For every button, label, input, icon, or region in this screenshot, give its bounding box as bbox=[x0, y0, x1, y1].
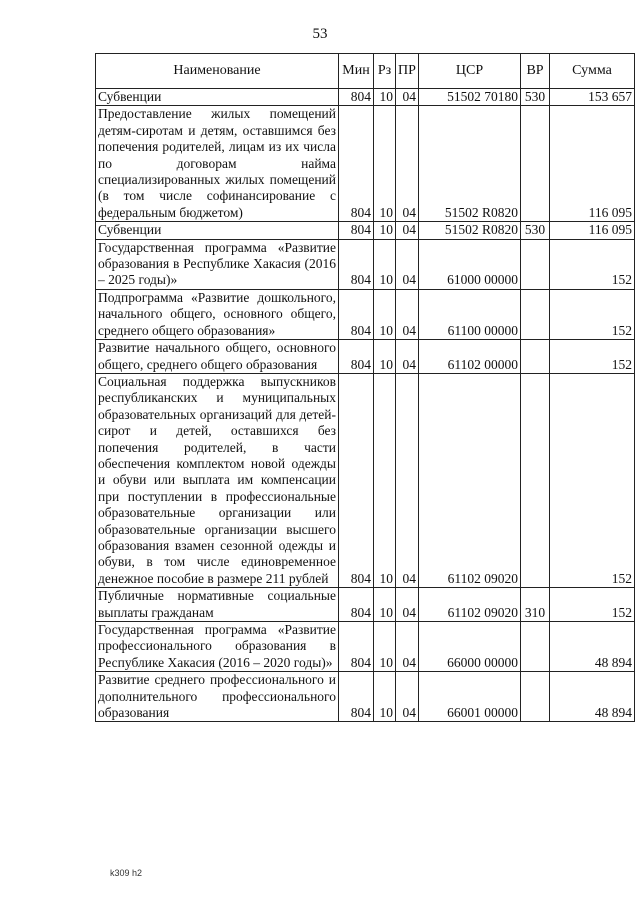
table-row bbox=[96, 672, 635, 722]
cell-sum: 152 bbox=[550, 289, 635, 339]
cell-rz: 10 bbox=[374, 373, 396, 587]
header-rz: Рз bbox=[374, 54, 396, 89]
cell-csr: 61100 00000 bbox=[419, 289, 521, 339]
cell-csr: 61102 00000 bbox=[419, 340, 521, 374]
cell-min: 804 bbox=[339, 106, 374, 222]
cell-min: 804 bbox=[339, 588, 374, 622]
cell-pr: 04 bbox=[396, 672, 419, 722]
cell-rz: 10 bbox=[374, 289, 396, 339]
table-row bbox=[96, 106, 635, 222]
table-row bbox=[96, 588, 635, 622]
cell-rz: 10 bbox=[374, 672, 396, 722]
cell-sum: 152 bbox=[550, 373, 635, 587]
cell-pr: 04 bbox=[396, 289, 419, 339]
cell-sum: 48 894 bbox=[550, 672, 635, 722]
cell-name: Социальная поддержка выпускников республиканских и муниципальных образовательных организаций для детей-сирот и детей, оставшихся без попечения родителей, в части обеспечения комплектом новой одежды и обуви или выплата им компенсации при поступлении в профессиональные образовательные организации или образовательные организации высшего образования взамен сезонной одежды и обуви, в том числе единовременное денежное пособие в размере 211 рублей bbox=[96, 373, 339, 587]
header-vr: ВР bbox=[521, 54, 550, 89]
cell-rz: 10 bbox=[374, 239, 396, 289]
cell-name: Государственная программа «Развитие профессионального образования в Республике Хакасия (2016 – 2020 годы)» bbox=[96, 622, 339, 672]
cell-vr bbox=[521, 373, 550, 587]
cell-sum: 152 bbox=[550, 340, 635, 374]
table-row bbox=[96, 89, 635, 106]
cell-sum: 152 bbox=[550, 239, 635, 289]
cell-vr: 530 bbox=[521, 222, 550, 239]
cell-min: 804 bbox=[339, 289, 374, 339]
table-row bbox=[96, 373, 635, 587]
cell-min: 804 bbox=[339, 373, 374, 587]
table-header-row bbox=[96, 54, 635, 89]
cell-csr: 51502 R0820 bbox=[419, 106, 521, 222]
cell-csr: 66001 00000 bbox=[419, 672, 521, 722]
cell-sum: 116 095 bbox=[550, 222, 635, 239]
header-name: Наименование bbox=[96, 54, 339, 89]
cell-pr: 04 bbox=[396, 588, 419, 622]
table-row bbox=[96, 622, 635, 672]
table-row bbox=[96, 289, 635, 339]
cell-vr bbox=[521, 622, 550, 672]
cell-vr bbox=[521, 106, 550, 222]
cell-name: Подпрограмма «Развитие дошкольного, начального общего, основного общего, среднего общего образования» bbox=[96, 289, 339, 339]
cell-csr: 51502 70180 bbox=[419, 89, 521, 106]
cell-sum: 152 bbox=[550, 588, 635, 622]
document-footer-code: k309 h2 bbox=[110, 868, 143, 878]
cell-pr: 04 bbox=[396, 340, 419, 374]
cell-vr: 310 bbox=[521, 588, 550, 622]
header-pr: ПР bbox=[396, 54, 419, 89]
cell-name: Субвенции bbox=[96, 89, 339, 106]
cell-csr: 61102 09020 bbox=[419, 588, 521, 622]
cell-sum: 153 657 bbox=[550, 89, 635, 106]
cell-vr bbox=[521, 239, 550, 289]
cell-name: Субвенции bbox=[96, 222, 339, 239]
cell-sum: 116 095 bbox=[550, 106, 635, 222]
cell-csr: 66000 00000 bbox=[419, 622, 521, 672]
header-min: Мин bbox=[339, 54, 374, 89]
table-row bbox=[96, 239, 635, 289]
cell-min: 804 bbox=[339, 672, 374, 722]
cell-vr bbox=[521, 672, 550, 722]
cell-name: Предоставление жилых помещений детям-сиротам и детям, оставшимся без попечения родителей, лицам из их числа по договорам найма специализированных жилых помещений (в том числе софинансирование с федеральным бюджетом) bbox=[96, 106, 339, 222]
cell-csr: 51502 R0820 bbox=[419, 222, 521, 239]
cell-pr: 04 bbox=[396, 89, 419, 106]
table-row bbox=[96, 222, 635, 239]
cell-rz: 10 bbox=[374, 222, 396, 239]
cell-name: Государственная программа «Развитие образования в Республике Хакасия (2016 – 2025 годы)» bbox=[96, 239, 339, 289]
cell-min: 804 bbox=[339, 89, 374, 106]
cell-pr: 04 bbox=[396, 622, 419, 672]
cell-pr: 04 bbox=[396, 106, 419, 222]
cell-pr: 04 bbox=[396, 239, 419, 289]
cell-vr bbox=[521, 289, 550, 339]
cell-min: 804 bbox=[339, 222, 374, 239]
cell-csr: 61000 00000 bbox=[419, 239, 521, 289]
cell-vr bbox=[521, 340, 550, 374]
cell-name: Развитие начального общего, основного общего, среднего общего образования bbox=[96, 340, 339, 374]
header-csr: ЦСР bbox=[419, 54, 521, 89]
budget-table bbox=[95, 53, 635, 722]
cell-rz: 10 bbox=[374, 340, 396, 374]
cell-min: 804 bbox=[339, 239, 374, 289]
cell-min: 804 bbox=[339, 340, 374, 374]
cell-rz: 10 bbox=[374, 622, 396, 672]
cell-rz: 10 bbox=[374, 89, 396, 106]
cell-name: Развитие среднего профессионального и дополнительного профессионального образования bbox=[96, 672, 339, 722]
cell-sum: 48 894 bbox=[550, 622, 635, 672]
header-sum: Сумма bbox=[550, 54, 635, 89]
cell-csr: 61102 09020 bbox=[419, 373, 521, 587]
cell-min: 804 bbox=[339, 622, 374, 672]
page-number: 53 bbox=[312, 26, 328, 42]
cell-pr: 04 bbox=[396, 373, 419, 587]
table-body bbox=[96, 89, 635, 722]
table-row bbox=[96, 340, 635, 374]
cell-vr: 530 bbox=[521, 89, 550, 106]
cell-rz: 10 bbox=[374, 106, 396, 222]
cell-pr: 04 bbox=[396, 222, 419, 239]
cell-rz: 10 bbox=[374, 588, 396, 622]
cell-name: Публичные нормативные социальные выплаты гражданам bbox=[96, 588, 339, 622]
